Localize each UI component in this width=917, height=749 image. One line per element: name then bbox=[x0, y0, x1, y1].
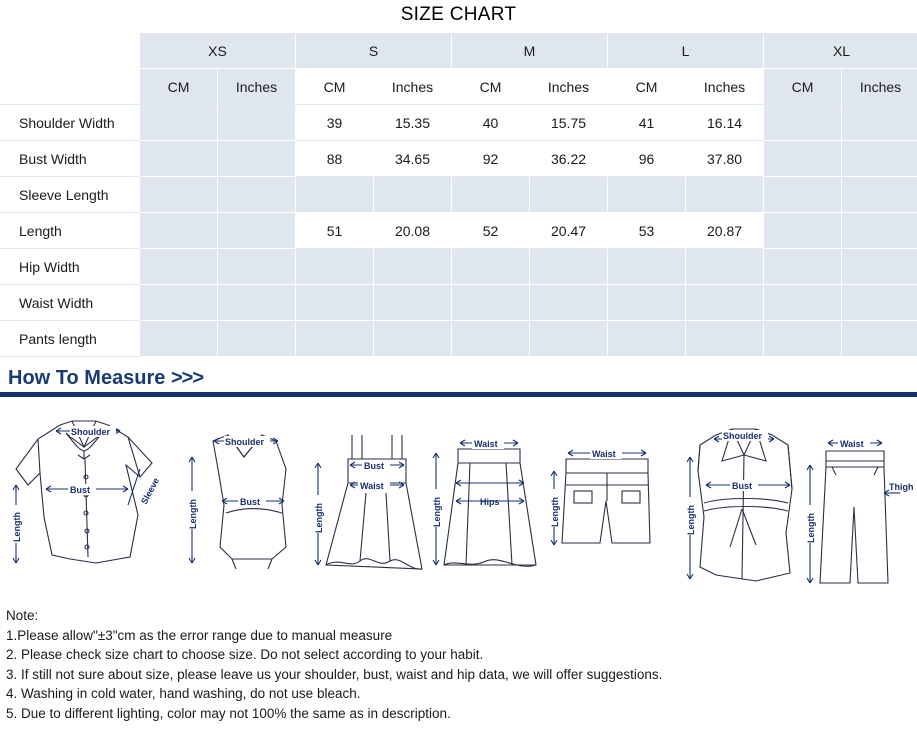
unit-s-cm: CM bbox=[296, 69, 374, 105]
label-waist: Waist bbox=[474, 439, 498, 449]
cell-xs-cm bbox=[140, 141, 218, 177]
cell-xs-cm bbox=[140, 213, 218, 249]
table-row bbox=[1, 177, 917, 213]
label-waist: Waist bbox=[360, 481, 384, 491]
size-header-s: S bbox=[296, 33, 452, 69]
label-length: Length bbox=[550, 497, 560, 527]
cell-m-in bbox=[530, 285, 608, 321]
cell-m-in bbox=[530, 321, 608, 357]
label-length: Length bbox=[432, 497, 442, 527]
unit-corner-cell bbox=[1, 69, 140, 105]
figure-shorts bbox=[549, 448, 650, 545]
note-line-1: 1.Please allow"±3"cm as the error range due to manual measure bbox=[6, 627, 393, 643]
size-header-xs: XS bbox=[140, 33, 296, 69]
cell-l-in bbox=[686, 321, 764, 357]
cell-xs-cm bbox=[140, 285, 218, 321]
cell-s-cm bbox=[296, 285, 374, 321]
how-to-measure-heading bbox=[0, 365, 917, 392]
cell-s-in bbox=[374, 177, 452, 213]
figure-tank-top bbox=[187, 435, 286, 569]
cell-s-in: 34.65 bbox=[374, 141, 452, 177]
cell-m-in bbox=[530, 249, 608, 285]
label-bust: Bust bbox=[364, 461, 384, 471]
cell-s-cm bbox=[296, 321, 374, 357]
label-bust: Bust bbox=[732, 481, 752, 491]
table-row bbox=[1, 321, 917, 357]
cell-m-cm: 92 bbox=[452, 141, 530, 177]
size-header-m: M bbox=[452, 33, 608, 69]
table-row bbox=[1, 105, 917, 141]
table-row bbox=[1, 213, 917, 249]
unit-m-inches: Inches bbox=[530, 69, 608, 105]
cell-xs-in bbox=[218, 285, 296, 321]
arrows-icon: >>> bbox=[171, 367, 204, 389]
cell-xl-in bbox=[842, 141, 917, 177]
cell-xl-cm bbox=[764, 141, 842, 177]
cell-l-cm bbox=[608, 321, 686, 357]
cell-xs-in bbox=[218, 213, 296, 249]
cell-l-in: 16.14 bbox=[686, 105, 764, 141]
notes-heading: Note: bbox=[6, 608, 39, 623]
note-line-4: 4. Washing in cold water, hand washing, do not use bleach. bbox=[6, 686, 361, 701]
cell-m-in bbox=[530, 177, 608, 213]
note-line-5: 5. Due to different lighting, color may not 100% the same as in description. bbox=[6, 705, 451, 721]
row-label-sleeve-length: Sleeve Length bbox=[1, 177, 140, 213]
unit-xl-cm: CM bbox=[764, 69, 842, 105]
figure-blouse bbox=[11, 421, 161, 563]
table-row bbox=[1, 285, 917, 321]
row-label-length: Length bbox=[1, 213, 140, 249]
cell-xl-cm bbox=[764, 213, 842, 249]
cell-xl-in bbox=[842, 249, 917, 285]
figure-skirt-flare bbox=[313, 435, 422, 569]
label-length: Length bbox=[188, 499, 198, 529]
cell-xl-cm bbox=[764, 105, 842, 141]
cell-xl-in bbox=[842, 105, 917, 141]
cell-l-in bbox=[686, 285, 764, 321]
size-chart-table bbox=[0, 32, 917, 357]
note-line-3: 3. If still not sure about size, please leave us your shoulder, bust, waist and hip data, we will offer suggestions. bbox=[6, 666, 663, 682]
row-label-waist-width: Waist Width bbox=[1, 285, 140, 321]
cell-xs-cm bbox=[140, 177, 218, 213]
cell-xs-in bbox=[218, 321, 296, 357]
cell-l-cm bbox=[608, 249, 686, 285]
cell-xs-in bbox=[218, 141, 296, 177]
cell-xs-in bbox=[218, 105, 296, 141]
cell-xl-cm bbox=[764, 249, 842, 285]
row-label-bust-width: Bust Width bbox=[1, 141, 140, 177]
cell-xs-in bbox=[218, 177, 296, 213]
label-waist: Waist bbox=[592, 449, 616, 459]
measurement-illustrations bbox=[0, 397, 917, 595]
cell-s-cm: 51 bbox=[296, 213, 374, 249]
cell-s-in: 20.08 bbox=[374, 213, 452, 249]
cell-m-cm bbox=[452, 321, 530, 357]
label-shoulder: Shoulder bbox=[225, 437, 265, 447]
cell-s-cm bbox=[296, 249, 374, 285]
cell-m-cm: 40 bbox=[452, 105, 530, 141]
cell-l-cm: 41 bbox=[608, 105, 686, 141]
unit-xs-inches: Inches bbox=[218, 69, 296, 105]
cell-l-in bbox=[686, 249, 764, 285]
label-length: Length bbox=[686, 505, 696, 535]
cell-l-in bbox=[686, 177, 764, 213]
cell-xl-in bbox=[842, 285, 917, 321]
cell-s-in bbox=[374, 249, 452, 285]
table-header-units bbox=[1, 69, 917, 105]
cell-xs-in bbox=[218, 249, 296, 285]
label-thigh: Thigh bbox=[889, 482, 914, 492]
cell-xs-cm bbox=[140, 105, 218, 141]
unit-l-cm: CM bbox=[608, 69, 686, 105]
cell-l-cm bbox=[608, 285, 686, 321]
cell-s-cm bbox=[296, 177, 374, 213]
label-length: Length bbox=[806, 513, 816, 543]
cell-m-cm bbox=[452, 249, 530, 285]
note-line-2: 2. Please check size chart to choose size. Do not select according to your habit. bbox=[6, 647, 484, 662]
label-hips: Hips bbox=[480, 497, 500, 507]
table-header-sizes bbox=[1, 33, 917, 69]
row-label-hip-width: Hip Width bbox=[1, 249, 140, 285]
label-bust: Bust bbox=[240, 497, 260, 507]
cell-xl-in bbox=[842, 213, 917, 249]
cell-l-in: 37.80 bbox=[686, 141, 764, 177]
cell-xs-cm bbox=[140, 321, 218, 357]
figure-coat bbox=[685, 429, 792, 581]
size-header-xl: XL bbox=[764, 33, 917, 69]
cell-m-in: 15.75 bbox=[530, 105, 608, 141]
cell-l-in: 20.87 bbox=[686, 213, 764, 249]
cell-xl-in bbox=[842, 321, 917, 357]
cell-m-in: 20.47 bbox=[530, 213, 608, 249]
figure-skirt bbox=[431, 438, 536, 566]
cell-m-in: 36.22 bbox=[530, 141, 608, 177]
cell-l-cm: 96 bbox=[608, 141, 686, 177]
cell-xl-cm bbox=[764, 177, 842, 213]
cell-l-cm bbox=[608, 177, 686, 213]
cell-s-in: 15.35 bbox=[374, 105, 452, 141]
cell-m-cm bbox=[452, 177, 530, 213]
unit-xl-inches: Inches bbox=[842, 69, 917, 105]
cell-m-cm: 52 bbox=[452, 213, 530, 249]
unit-l-inches: Inches bbox=[686, 69, 764, 105]
cell-s-in bbox=[374, 321, 452, 357]
label-waist: Waist bbox=[840, 439, 864, 449]
cell-xl-cm bbox=[764, 321, 842, 357]
measure-figures bbox=[0, 397, 917, 598]
figure-pants bbox=[805, 438, 914, 583]
corner-cell bbox=[1, 33, 140, 69]
label-bust: Bust bbox=[70, 485, 90, 495]
unit-s-inches: Inches bbox=[374, 69, 452, 105]
label-length: Length bbox=[12, 512, 22, 542]
size-header-l: L bbox=[608, 33, 764, 69]
how-to-measure-label: How To Measure bbox=[8, 367, 166, 389]
cell-xs-cm bbox=[140, 249, 218, 285]
cell-s-cm: 39 bbox=[296, 105, 374, 141]
unit-xs-cm: CM bbox=[140, 69, 218, 105]
cell-s-in bbox=[374, 285, 452, 321]
label-sleeve: Sleeve bbox=[138, 476, 162, 506]
row-label-pants-length: Pants length bbox=[1, 321, 140, 357]
label-shoulder: Shoulder bbox=[723, 431, 763, 441]
cell-xl-in bbox=[842, 177, 917, 213]
label-shoulder: Shoulder bbox=[71, 427, 111, 437]
cell-xl-cm bbox=[764, 285, 842, 321]
row-label-shoulder-width: Shoulder Width bbox=[1, 105, 140, 141]
page-title: SIZE CHART bbox=[400, 4, 517, 25]
unit-m-cm: CM bbox=[452, 69, 530, 105]
table-row bbox=[1, 249, 917, 285]
cell-l-cm: 53 bbox=[608, 213, 686, 249]
table-row bbox=[1, 141, 917, 177]
label-length: Length bbox=[314, 503, 324, 533]
notes-section bbox=[0, 598, 917, 723]
cell-s-cm: 88 bbox=[296, 141, 374, 177]
cell-m-cm bbox=[452, 285, 530, 321]
